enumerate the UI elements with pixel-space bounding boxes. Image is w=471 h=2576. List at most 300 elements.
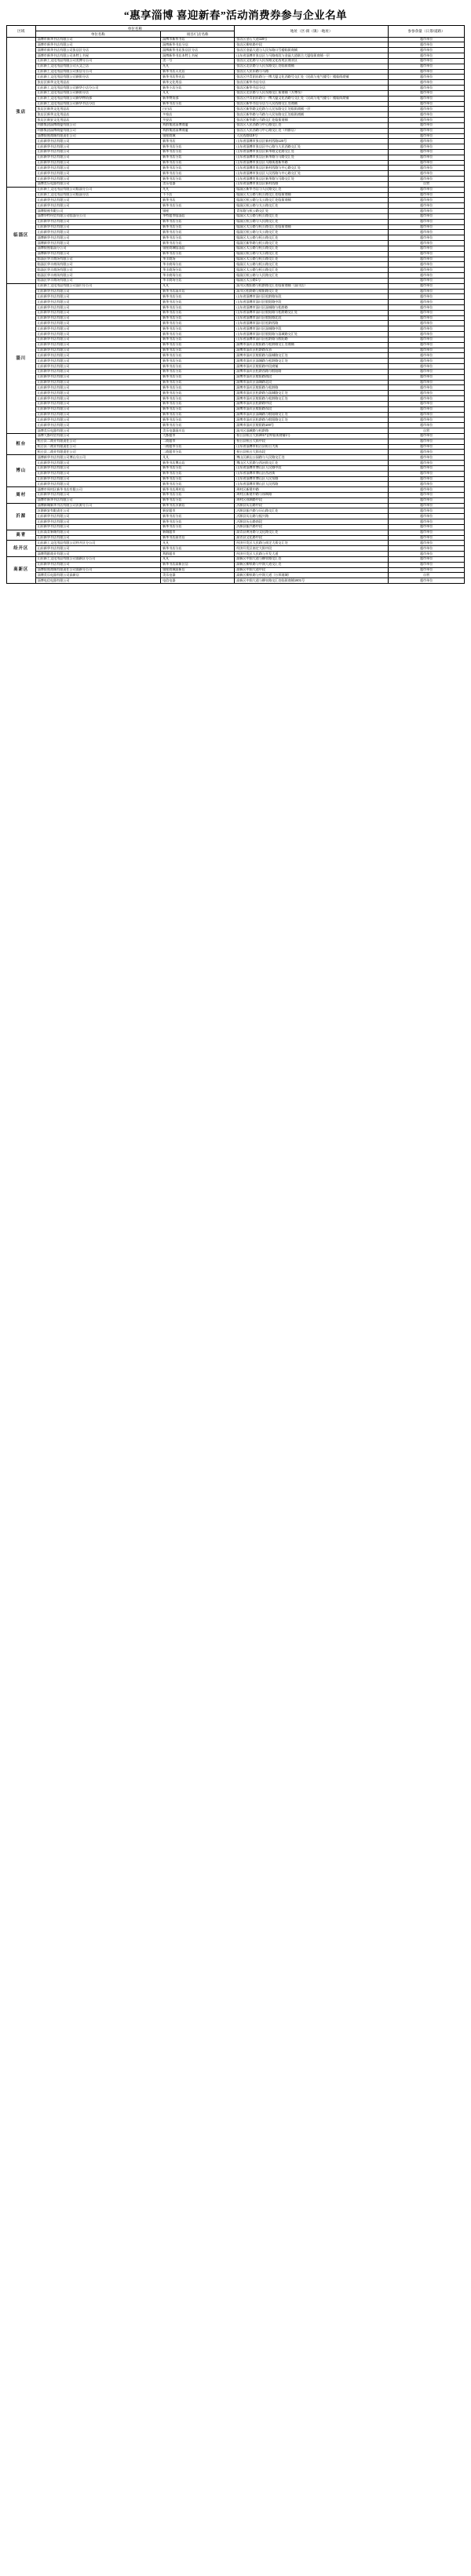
project-name-cell: 华丰商场分店 bbox=[161, 262, 235, 268]
company-name-cell: 桓台县二商业有限责任公司 bbox=[35, 450, 160, 455]
table-row bbox=[7, 487, 465, 493]
table-row bbox=[7, 251, 465, 257]
table-row bbox=[7, 289, 465, 294]
header-address: 地址（区-街（镇）-地址） bbox=[235, 26, 389, 38]
company-name-cell: 张店区新华文化用品店 bbox=[35, 112, 160, 118]
address-cell: 淄博市淄川区般阳路与松龄路交汇处 bbox=[235, 396, 389, 402]
count-cell: 超市单位 bbox=[389, 241, 465, 246]
address-cell: 张店区人民东路与马路 bbox=[235, 69, 389, 75]
address-cell: 山东省淄博市桓台县桓台大街 bbox=[235, 444, 389, 450]
project-name-cell: 二商超市分店 bbox=[161, 444, 235, 450]
count-cell: 超市单位 bbox=[389, 246, 465, 251]
company-name-cell: 山东新华书店有限公司 bbox=[35, 562, 160, 567]
address-cell: 高新区中润大道与柳泉路交汇处 bbox=[235, 556, 389, 562]
count-cell: 超市单位 bbox=[389, 192, 465, 198]
table-row bbox=[7, 567, 465, 573]
table-row bbox=[7, 235, 465, 241]
address-cell: 临淄区太公路1号 bbox=[235, 278, 389, 283]
address-cell: 沂源县历山路中段 bbox=[235, 503, 389, 508]
project-name-cell: 银座商城 bbox=[161, 133, 235, 139]
project-name-cell: 二商超市分店 bbox=[161, 450, 235, 455]
enterprise-table bbox=[6, 25, 465, 584]
table-row bbox=[7, 64, 465, 69]
count-cell: 超市单位 bbox=[389, 471, 465, 476]
address-cell: 淄博市淄川区般阳路与松龄路交汇处商铺 bbox=[235, 342, 389, 348]
table-row bbox=[7, 42, 465, 48]
address-cell: 山东省淄博市淄川区淄城路与松龄路 bbox=[235, 305, 389, 311]
address-cell: 张店区新华书店分店 bbox=[235, 80, 389, 86]
company-name-cell: 山东新华书店有限公司 bbox=[35, 224, 160, 230]
table-row bbox=[7, 80, 465, 86]
project-name-cell: 凡凡 bbox=[161, 283, 235, 289]
count-cell: 超市单位 bbox=[389, 86, 465, 91]
table-row bbox=[7, 278, 465, 283]
table-row bbox=[7, 122, 465, 128]
count-cell: 超市单位 bbox=[389, 283, 465, 289]
company-name-cell: 山东新华书店有限公司 bbox=[35, 160, 160, 166]
address-cell: 周村区新建中路与丝绸路 bbox=[235, 492, 389, 497]
table-row bbox=[7, 562, 465, 567]
company-name-cell: 山东新华书店有限公司 bbox=[35, 305, 160, 311]
project-name-cell: 新华书店分店 bbox=[161, 401, 235, 406]
table-row bbox=[7, 283, 465, 289]
company-name-cell: 临淄区华丰商场有限公司 bbox=[35, 273, 160, 279]
project-name-cell: 新华书店分店 bbox=[161, 524, 235, 530]
project-name-cell: 新华书店分店 bbox=[161, 374, 235, 380]
count-cell: 超市单位 bbox=[389, 144, 465, 150]
count-cell: 超市单位 bbox=[389, 53, 465, 59]
table-row bbox=[7, 342, 465, 348]
company-name-cell: 山东新华书店有限公司 bbox=[35, 139, 160, 144]
company-name-cell: 山东新华书店有限公司 bbox=[35, 406, 160, 412]
count-cell: 超市单位 bbox=[389, 80, 465, 86]
table-row bbox=[7, 155, 465, 160]
address-cell: 高新区柳泉路与中润大道（万邦商城） bbox=[235, 573, 389, 578]
address-cell: 张店区柳泉路中段 bbox=[235, 42, 389, 48]
company-name-cell: 山东高青新城有限公司 bbox=[35, 530, 160, 535]
table-row bbox=[7, 144, 465, 150]
address-cell: 山东省淄博市淄川区般阳路北段 bbox=[235, 315, 389, 321]
company-name-cell: 山东新华书店有限公司 bbox=[35, 391, 160, 396]
table-row bbox=[7, 101, 465, 107]
address-cell: 张店区文化路与人民东路文化西苑区商业区 bbox=[235, 58, 389, 64]
count-cell: 超市单位 bbox=[389, 374, 465, 380]
count-cell: 超市单位 bbox=[389, 423, 465, 428]
address-cell: 沂源县振兴路中段 bbox=[235, 524, 389, 530]
project-name-cell: 新华书店分店 bbox=[161, 337, 235, 342]
project-name-cell: 新华书店分店 bbox=[161, 482, 235, 487]
page-title: “惠享淄博 喜迎新春”活动消费券参与企业名单 bbox=[123, 9, 348, 21]
count-cell: 超市单位 bbox=[389, 213, 465, 219]
count-cell: 超市单位 bbox=[389, 230, 465, 235]
project-name-cell: 新华书店分店 bbox=[161, 149, 235, 155]
company-name-cell: 山东新华书店有限公司 bbox=[35, 300, 160, 305]
count-cell: 超市单位 bbox=[389, 300, 465, 305]
table-row bbox=[7, 171, 465, 177]
project-name-cell: 新华书店分店 bbox=[161, 230, 235, 235]
table-row bbox=[7, 203, 465, 209]
table-row bbox=[7, 353, 465, 359]
company-name-cell: 山东新华书店有限公司 bbox=[35, 482, 160, 487]
project-name-cell: 新华书店分店 bbox=[161, 353, 235, 359]
project-name-cell: 华丰商场分店 bbox=[161, 268, 235, 273]
project-name-cell: 新华书店分店 bbox=[161, 380, 235, 385]
region-cell: 博山 bbox=[7, 455, 36, 487]
table-row bbox=[7, 374, 465, 380]
address-cell: 淄博市淄川区淄城路与般阳路交汇处 bbox=[235, 412, 389, 417]
count-cell: 超市单位 bbox=[389, 122, 465, 128]
address-cell: 临淄区太公路与桓公路交汇处 bbox=[235, 213, 389, 219]
address-cell: 临淄区太公路与桓公路交汇处临街商铺 bbox=[235, 192, 389, 198]
address-cell: 山东省淄博市张店区新村西路120号 bbox=[235, 139, 389, 144]
address-cell: 桓台县桓台大街中段 bbox=[235, 439, 389, 444]
address-cell: 高新区柳泉路与中润大道交汇处 bbox=[235, 562, 389, 567]
region-cell: 淄川 bbox=[7, 283, 36, 433]
address-cell: 周村区新建中路 bbox=[235, 487, 389, 493]
count-cell: 超市单位 bbox=[389, 439, 465, 444]
table-row bbox=[7, 118, 465, 123]
company-name-cell: 淄博银座有限公司 bbox=[35, 209, 160, 214]
company-name-cell: 淄博市新华书店有限公司本特上书屋 bbox=[35, 53, 160, 59]
company-name-cell: 山东新华书店有限公司 bbox=[35, 348, 160, 353]
project-name-cell: 美乐电器 bbox=[161, 181, 235, 187]
address-cell: 张店区共青团东路与一博大厦文化西路号交汇处（民政与电气楼号）楼临街商铺 bbox=[235, 75, 389, 80]
company-name-cell: 淄博市新华书店有限公司 bbox=[35, 37, 160, 42]
address-cell: 淄川区淄城路与松龄路 bbox=[235, 428, 389, 434]
address-cell: 山东省淄博市博山区人民西路 bbox=[235, 482, 389, 487]
address-cell: 沂源县历山路南段 bbox=[235, 519, 389, 525]
table-row bbox=[7, 37, 465, 42]
company-name-cell: 淄博新华书店有限公司 bbox=[35, 235, 160, 241]
count-cell: 超市单位 bbox=[389, 348, 465, 353]
count-cell: 超市单位 bbox=[389, 396, 465, 402]
project-name-cell: 淄博新华书店张店区分店 bbox=[161, 48, 235, 53]
table-row bbox=[7, 433, 465, 439]
table-row bbox=[7, 461, 465, 466]
table-row bbox=[7, 471, 465, 476]
count-cell: 自营 bbox=[389, 573, 465, 578]
header-region: 区域 bbox=[7, 26, 36, 38]
address-cell: 周村区丝绸路中段 bbox=[235, 497, 389, 503]
company-name-cell: 山东新华书店有限公司 bbox=[35, 310, 160, 315]
table-row bbox=[7, 187, 465, 192]
project-name-cell: 凡凡 bbox=[161, 541, 235, 546]
table-row bbox=[7, 75, 465, 80]
header-project-name: 项目/门店名称 bbox=[161, 31, 235, 37]
company-name-cell: 临淄区华丰商场有限公司 bbox=[35, 278, 160, 283]
project-name-cell: 新华书店分店 bbox=[161, 241, 235, 246]
address-cell: 张店区人民西路与中心路交汇处 bbox=[235, 122, 389, 128]
company-name-cell: 淄博利群商业有限公司 bbox=[35, 552, 160, 557]
table-row bbox=[7, 428, 465, 434]
company-name-cell: 淄博银座商城有限责任公司高新分公司 bbox=[35, 567, 160, 573]
address-cell: 临淄区桓公路与太公路交汇处 bbox=[235, 203, 389, 209]
table-row bbox=[7, 552, 465, 557]
table-row bbox=[7, 573, 465, 578]
company-name-cell: 山东新华书店有限公司 bbox=[35, 294, 160, 300]
project-name-cell: 凡凡 bbox=[161, 556, 235, 562]
address-cell: 山东省淄博市张店区中心路与人民西路交汇处 bbox=[235, 144, 389, 150]
region-cell: 经开区 bbox=[7, 541, 36, 556]
company-name-cell: 山东新华书店有限公司 bbox=[35, 396, 160, 402]
table-row bbox=[7, 96, 465, 101]
project-name-cell: 新华书店分店 bbox=[161, 144, 235, 150]
project-name-cell: 新华书店分店 bbox=[161, 251, 235, 257]
count-cell: 超市单位 bbox=[389, 278, 465, 283]
company-name-cell: 山东新华书店有限公司 bbox=[35, 171, 160, 177]
company-name-cell: 山东新华书店有限公司 bbox=[35, 476, 160, 482]
company-name-cell: 淄博市新华书店有限公司 bbox=[35, 42, 160, 48]
table-row bbox=[7, 546, 465, 552]
table-row bbox=[7, 321, 465, 326]
table-row bbox=[7, 482, 465, 487]
count-cell: 超市单位 bbox=[389, 177, 465, 182]
count-cell: 超市单位 bbox=[389, 219, 465, 224]
address-cell: 淄博市淄川区松龄路中段 bbox=[235, 401, 389, 406]
count-cell: 超市单位 bbox=[389, 209, 465, 214]
company-name-cell: 沂源新安有限责任公司 bbox=[35, 508, 160, 514]
company-name-cell: 山东新华书店有限公司 bbox=[35, 465, 160, 471]
count-cell: 超市单位 bbox=[389, 112, 465, 118]
company-name-cell: 山东新华书店有限公司 bbox=[35, 230, 160, 235]
address-cell: 临淄区桓公路与太公路交汇处 bbox=[235, 251, 389, 257]
address-cell: 张店区金石大道119号 bbox=[235, 37, 389, 42]
company-name-cell: 淄博新华书店有限公司博山分公司 bbox=[35, 455, 160, 461]
table-row bbox=[7, 257, 465, 262]
table-row bbox=[7, 149, 465, 155]
table-row bbox=[7, 417, 465, 423]
count-cell: 超市单位 bbox=[389, 48, 465, 53]
table-row bbox=[7, 578, 465, 584]
address-cell: 淄博市淄川区松龄西路与般阳路 bbox=[235, 369, 389, 374]
count-cell: 超市单位 bbox=[389, 406, 465, 412]
address-cell: 临淄区太公路与桓公路交汇处 bbox=[235, 268, 389, 273]
address-cell: 山东省淄博市张店区与马路南段与金晶大道联合大厦临街商铺一层 bbox=[235, 53, 389, 59]
company-name-cell: 山东新工文化用品有限公司高新区分公司 bbox=[35, 556, 160, 562]
company-name-cell: 山东新华书店有限公司 bbox=[35, 326, 160, 332]
table-row bbox=[7, 391, 465, 396]
count-cell: 超市单位 bbox=[389, 487, 465, 493]
count-cell: 超市单位 bbox=[389, 342, 465, 348]
company-name-cell: 张店区新华文化用品店 bbox=[35, 80, 160, 86]
company-name-cell: 山东新工文化用品有限公司临淄分公司 bbox=[35, 187, 160, 192]
address-cell: 临淄区太公路与桓公路交汇处 bbox=[235, 235, 389, 241]
table-row bbox=[7, 508, 465, 514]
company-name-cell: 山东新华书店有限公司 bbox=[35, 412, 160, 417]
company-name-cell: 山东新华书店有限公司 bbox=[35, 337, 160, 342]
address-cell: 张店区金晶大道与人民东路口号楼临街商铺 bbox=[235, 48, 389, 53]
company-name-cell: 山东新华书店有限公司 bbox=[35, 385, 160, 391]
table-row bbox=[7, 230, 465, 235]
region-cell: 张店 bbox=[7, 37, 36, 187]
header-company-name: 单位名称 bbox=[35, 31, 160, 37]
table-row bbox=[7, 423, 465, 428]
count-cell: 超市单位 bbox=[389, 514, 465, 519]
count-cell: 超市单位 bbox=[389, 90, 465, 96]
company-name-cell: 淄博市周村区新华书店有限公司 bbox=[35, 487, 160, 493]
count-cell: 超市单位 bbox=[389, 465, 465, 471]
project-name-cell: 新城超市 bbox=[161, 530, 235, 535]
company-name-cell: 利群集团淄博商厦有限公司 bbox=[35, 128, 160, 133]
project-name-cell: 新华书店周村店 bbox=[161, 487, 235, 493]
table-row bbox=[7, 273, 465, 279]
company-name-cell: 利群集团淄博商厦有限公司 bbox=[35, 122, 160, 128]
table-row bbox=[7, 535, 465, 541]
address-cell: 临淄区太公路与桓公路交汇处 bbox=[235, 257, 389, 262]
table-row bbox=[7, 209, 465, 214]
count-cell: 超市单位 bbox=[389, 503, 465, 508]
project-name-cell: 新华书店分店 bbox=[161, 417, 235, 423]
project-name-cell: 新华书店分店 bbox=[161, 471, 235, 476]
company-name-cell: 淄博银座商城有限责任公司 bbox=[35, 133, 160, 139]
address-cell: 沂源县振兴路与历山路交汇处 bbox=[235, 508, 389, 514]
company-name-cell: 山东新工文化用品有限公司张店分公司 bbox=[35, 69, 160, 75]
project-name-cell: 新华书店博山店 bbox=[161, 461, 235, 466]
table-row bbox=[7, 268, 465, 273]
project-name-cell: 新安超市 bbox=[161, 508, 235, 514]
company-name-cell: 山东新工文化用品有限公司天文之店 bbox=[35, 64, 160, 69]
company-name-cell: 山东新工文化用品有限公司淄川分公司 bbox=[35, 283, 160, 289]
project-name-cell: 新华书店分店 bbox=[161, 546, 235, 552]
header-count: 参参余量（日景/道路） bbox=[389, 26, 465, 38]
company-name-cell: 临淄区华丰商场有限公司 bbox=[35, 257, 160, 262]
address-cell: 张店区新华书店分店与人民西路交汇处商铺 bbox=[235, 101, 389, 107]
table-row bbox=[7, 396, 465, 402]
table-row bbox=[7, 192, 465, 198]
count-cell: 超市单位 bbox=[389, 203, 465, 209]
address-cell: 山东省淄博市张店区马路街道新华路 bbox=[235, 160, 389, 166]
count-cell: 超市单位 bbox=[389, 315, 465, 321]
count-cell: 超市单位 bbox=[389, 497, 465, 503]
table-row bbox=[7, 503, 465, 508]
project-name-cell: 美乐电器 bbox=[161, 573, 235, 578]
address-cell: 山东省淄博市张店区新华路与马路交汇处 bbox=[235, 155, 389, 160]
company-name-cell: 山东新工文化用品有限公司新街分店 bbox=[35, 90, 160, 96]
project-name-cell: 凡凡 bbox=[161, 90, 235, 96]
count-cell: 超市单位 bbox=[389, 251, 465, 257]
company-name-cell: 山东新华书店有限公司 bbox=[35, 203, 160, 209]
company-name-cell: 山东新工文化用品有限公司新华书店分店 bbox=[35, 101, 160, 107]
count-cell: 超市单位 bbox=[389, 118, 465, 123]
table-row bbox=[7, 359, 465, 364]
address-cell: 沂源县历山路与振兴路 bbox=[235, 514, 389, 519]
count-cell: 超市单位 bbox=[389, 310, 465, 315]
count-cell: 超市单位 bbox=[389, 476, 465, 482]
project-name-cell: 新华书店分店 bbox=[161, 514, 235, 519]
count-cell: 超市单位 bbox=[389, 101, 465, 107]
header-unit-group: 单位名称 bbox=[35, 26, 235, 31]
project-name-cell: 华丰商场分店 bbox=[161, 278, 235, 283]
count-cell: 超市单位 bbox=[389, 359, 465, 364]
company-name-cell: 山东新华书店有限公司 bbox=[35, 514, 160, 519]
company-name-cell: 山东新工文化用品有限公司临淄分店 bbox=[35, 192, 160, 198]
table-row bbox=[7, 406, 465, 412]
count-cell: 超市单位 bbox=[389, 337, 465, 342]
table-row bbox=[7, 380, 465, 385]
count-cell: 超市单位 bbox=[389, 166, 465, 171]
project-name-cell: 新华书店沂源店 bbox=[161, 503, 235, 508]
address-cell: 博山区颜山公园路与人民路交汇处 bbox=[235, 455, 389, 461]
address-cell: 临淄区新华路与桓公路交汇处 bbox=[235, 241, 389, 246]
company-name-cell: 山东新华书店有限公司 bbox=[35, 289, 160, 294]
address-cell: 山东省淄博市博山区西冶街 bbox=[235, 471, 389, 476]
company-name-cell: 淄博大都经贸有限公司 bbox=[35, 433, 160, 439]
count-cell: 超市单位 bbox=[389, 552, 465, 557]
address-cell: 淄博市淄川区松龄路与般阳路交汇处 bbox=[235, 417, 389, 423]
count-cell: 超市单位 bbox=[389, 482, 465, 487]
project-name-cell: 银座 bbox=[161, 209, 235, 214]
address-cell: 山东省淄博市博山区人民东路 bbox=[235, 476, 389, 482]
count-cell: 超市单位 bbox=[389, 198, 465, 203]
project-name-cell: 新华书店华光店 bbox=[161, 75, 235, 80]
table-row bbox=[7, 364, 465, 370]
project-name-cell: 新华书店分店 bbox=[161, 101, 235, 107]
address-cell: 临淄区桓公路与太公路交汇处 bbox=[235, 230, 389, 235]
count-cell: 超市单位 bbox=[389, 171, 465, 177]
project-name-cell: 银座商城高新店 bbox=[161, 567, 235, 573]
address-cell: 桓台县桓台大街2017仓库临街商铺1号 bbox=[235, 433, 389, 439]
project-name-cell: 新华文化用品 bbox=[161, 80, 235, 86]
project-name-cell: 华丰商场分店 bbox=[161, 273, 235, 279]
company-name-cell: 淄博新城新华书店有限公司沂源分公司 bbox=[35, 503, 160, 508]
company-name-cell: 山东新华书店有限公司 bbox=[35, 471, 160, 476]
company-name-cell: 山东新华书店有限公司 bbox=[35, 380, 160, 385]
table-row bbox=[7, 348, 465, 353]
table-row bbox=[7, 439, 465, 444]
table-row bbox=[7, 300, 465, 305]
address-cell: 山东省淄博市淄川区般阳路与松龄路交汇处 bbox=[235, 310, 389, 315]
address-cell: 高新区中润大道与柳泉路交汇处临街商铺1601号 bbox=[235, 578, 389, 584]
company-name-cell: 临淄区华丰商场有限公司 bbox=[35, 262, 160, 268]
project-name-cell: 新华书店分店 bbox=[161, 391, 235, 396]
project-name-cell: 新华书店 bbox=[161, 139, 235, 144]
address-cell: 临淄区桓公路与人民路交汇处 bbox=[235, 219, 389, 224]
company-name-cell: 山东新华书店有限公司 bbox=[35, 546, 160, 552]
address-cell: 淄博市淄川区淄城路北段 bbox=[235, 380, 389, 385]
project-name-cell: 新华书店分店 bbox=[161, 321, 235, 326]
address-cell: 山东省淄博市淄川区般阳路与淄城路交汇处 bbox=[235, 332, 389, 337]
project-name-cell: 新华书店分店 bbox=[161, 497, 235, 503]
company-name-cell: 山东新华书店有限公司 bbox=[35, 369, 160, 374]
project-name-cell: 大都超市 bbox=[161, 433, 235, 439]
count-cell: 超市单位 bbox=[389, 321, 465, 326]
project-name-cell: 新华书店分店 bbox=[161, 492, 235, 497]
table-row bbox=[7, 246, 465, 251]
project-name-cell: 凡凡 bbox=[161, 64, 235, 69]
address-cell: 人民西路119号 bbox=[235, 133, 389, 139]
company-name-cell: 山东新华书店有限公司 bbox=[35, 374, 160, 380]
company-name-cell: 淄博电信电器有限公司 bbox=[35, 578, 160, 584]
table-row bbox=[7, 450, 465, 455]
company-name-cell: 桓台县二商业有限责任公司 bbox=[35, 439, 160, 444]
table-row bbox=[7, 90, 465, 96]
region-cell: 桓台 bbox=[7, 433, 36, 454]
company-name-cell: 淄博美乐电器有限公司 bbox=[35, 181, 160, 187]
company-name-cell: 山东新华书店有限公司 bbox=[35, 359, 160, 364]
address-cell: 山东省淄博市张店区新华路文化路交汇处 bbox=[235, 149, 389, 155]
region-cell: 高新区 bbox=[7, 556, 36, 583]
project-name-cell: 新华书店分店 bbox=[161, 369, 235, 374]
count-cell: 超市单位 bbox=[389, 562, 465, 567]
table-row bbox=[7, 86, 465, 91]
project-name-cell: 新华书店分店 bbox=[161, 326, 235, 332]
address-cell: 山东省淄博市淄川区松龄西路 bbox=[235, 321, 389, 326]
company-name-cell: 山东新工文化用品有限公司经开区分公司 bbox=[35, 541, 160, 546]
table-row bbox=[7, 492, 465, 497]
project-name-cell: 新华书店分店 bbox=[161, 294, 235, 300]
company-name-cell: 山东新华书店有限公司 bbox=[35, 177, 160, 182]
region-cell: 沂源 bbox=[7, 503, 36, 530]
